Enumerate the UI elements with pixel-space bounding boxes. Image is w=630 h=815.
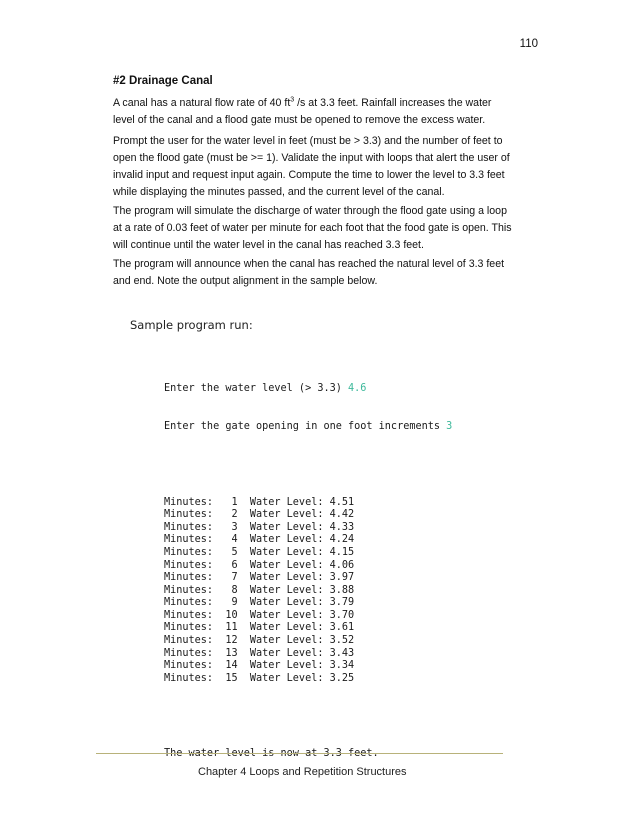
console-output-row: Minutes: 13 Water Level: 3.43 — [164, 647, 355, 659]
paragraph-ending — [113, 256, 513, 290]
console-prompt-line-1 — [164, 383, 452, 396]
sample-console-output — [164, 358, 452, 774]
input-water-level: 4.6 — [348, 383, 367, 395]
footer-divider — [96, 753, 503, 754]
console-output-row: Minutes: 14 Water Level: 3.34 — [164, 660, 355, 672]
footer-chapter-title: Chapter 4 Loops and Repetition Structures — [198, 766, 407, 778]
console-output-row: Minutes: 11 Water Level: 3.61 — [164, 622, 355, 634]
prompt-instructions-text: Prompt the user for the water level in feet (must be > 3.3) and the number of feet to open the flood gate (must be >= 1). Validate the input with loops that alert the user of invalid input and request input again. Compute the time to lower the level to 3.3 feet while displaying the minutes passed, and the current level of the canal. — [113, 135, 510, 198]
console-output-row: Minutes: 2 Water Level: 4.42 — [164, 509, 355, 521]
simulation-text: The program will simulate the discharge of water through the flood gate using a loop at a rate of 0.03 feet of water per minute for each foot that the food gate is open. This will continue until the water level in the canal has reached 3.3 feet. — [113, 205, 512, 251]
console-output-row: Minutes: 3 Water Level: 4.33 — [164, 521, 355, 533]
prompt-water-level: Enter the water level (> 3.3) — [164, 383, 349, 395]
console-prompt-line-2 — [164, 421, 452, 434]
console-output-row: Minutes: 9 Water Level: 3.79 — [164, 597, 355, 609]
intro-text-start: A canal has a natural flow rate of 40 ft — [113, 97, 291, 109]
console-output-row: Minutes: 15 Water Level: 3.25 — [164, 672, 355, 684]
console-output-row: Minutes: 8 Water Level: 3.88 — [164, 584, 355, 596]
console-output-row: Minutes: 12 Water Level: 3.52 — [164, 635, 355, 647]
page-number: 110 — [519, 38, 538, 50]
paragraph-simulation — [113, 203, 513, 254]
ending-text: The program will announce when the canal has reached the natural level of 3.3 feet and end. Note the output alignment in the sample below. — [113, 258, 505, 287]
sample-run-label: Sample program run: — [130, 318, 253, 332]
console-output-row: Minutes: 7 Water Level: 3.97 — [164, 572, 355, 584]
console-output-row: Minutes: 10 Water Level: 3.70 — [164, 609, 355, 621]
input-gate-opening: 3 — [446, 420, 453, 432]
intro-text-end: /s at 3.3 feet. Rainfall increases the water level of the canal and a flood gate must be opened to remove the excess water. — [113, 97, 492, 126]
console-output-row: Minutes: 4 Water Level: 4.24 — [164, 534, 355, 546]
console-final-line — [164, 748, 452, 761]
prompt-gate-opening: Enter the gate opening in one foot increments — [164, 420, 447, 432]
cubic-superscript: 3 — [290, 96, 295, 104]
console-output-row: Minutes: 6 Water Level: 4.06 — [164, 559, 355, 571]
paragraph-intro — [113, 95, 513, 129]
console-rows — [164, 497, 452, 686]
paragraph-prompt-instructions — [113, 133, 513, 201]
console-output-row: Minutes: 1 Water Level: 4.51 — [164, 496, 355, 508]
console-output-row: Minutes: 5 Water Level: 4.15 — [164, 546, 355, 558]
section-heading: #2 Drainage Canal — [113, 75, 213, 87]
